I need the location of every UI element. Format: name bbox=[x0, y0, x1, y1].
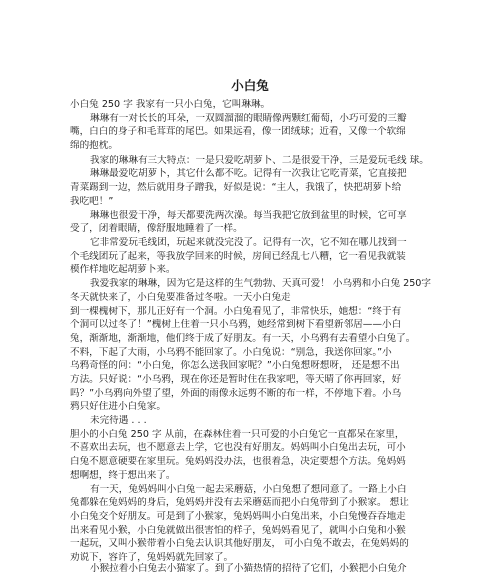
text-line: 小白兔交个好朋友。可是到了小猴家，兔妈妈叫小白兔出来，小白兔慢吞吞地走 bbox=[70, 511, 406, 522]
text-line: 兔都躲在兔妈妈的身后，兔妈妈并没有去采蘑菇而把小白兔带到了小猴家。 想让 bbox=[70, 497, 409, 508]
text-line: 个毛线团玩了起来，等我放学回来的时候，房间已经乱七八糟，它一看见我就装 bbox=[70, 251, 406, 262]
text-line: 琳琳最爱吃胡萝卜，其它什么都不吃。记得有一次我让它吃青菜，它直接把 bbox=[90, 168, 407, 179]
text-line: 我家的琳琳有三大特点：一是只爱吃胡萝卜、二是很爱干净，三是爱玩毛线 球。 bbox=[90, 155, 429, 166]
document-title: 小白兔 bbox=[231, 78, 269, 93]
text-line: 想啊想，终于想出来了。 bbox=[70, 470, 176, 481]
text-line: 一起玩，又叫小猴带着小白兔去认识其他好朋友， 可小白兔不敢去，在兔妈妈的 bbox=[70, 538, 409, 549]
text-line: 方法。只好说：“小乌鸦，现在你还是暂时住在我家吧，等天晴了你再回家，好 bbox=[70, 374, 402, 385]
text-line: 劝说下，容许了，兔妈妈就先回家了。 bbox=[70, 552, 234, 563]
text-line: 它非常爱玩毛线团，玩起来就没完没了。记得有一次，它不知在哪儿找到一 bbox=[90, 237, 407, 248]
text-line: 受了，闭着眼睛，像舒服地睡着了一样。 bbox=[70, 223, 243, 234]
text-line: 乌鸦奇怪的问：“小白兔，你怎么送我回家呢？”小白兔想呀想呀， 还是想不出 bbox=[70, 360, 400, 371]
text-line: 有一天，兔妈妈叫小白兔一起去采蘑菇，小白兔想了想同意了。一路上小白 bbox=[90, 484, 407, 495]
text-line: 模作样地吃起胡萝卜来。 bbox=[70, 264, 176, 275]
text-line: 个洞可以过冬了！”槐树上住着一只小乌鸦，她经常到树下看望新邻居——小白 bbox=[70, 319, 402, 330]
text-line: 青菜踢到一边，然后就用身子蹭我，好似是说：“主人，我饿了，快把胡萝卜给 bbox=[70, 182, 402, 193]
text-line: 兔，渐渐地，渐渐地，他们终于成了好朋友。有一天，小乌鸦有去看望小白兔了。 bbox=[70, 333, 416, 344]
text-line: 到一棵槐树下，那儿正好有一个洞。小白兔看见了，非常快乐，她想：“终于有 bbox=[70, 306, 402, 317]
text-line: 小猴拉着小白兔去小猫家了。到了小猫热情的招待了它们，小猴把小白兔介 bbox=[90, 563, 407, 574]
text-line: 嘴，白白的身子和毛茸茸的尾巴。如果远看，像一团绒球；近看，又像一个软绵 bbox=[70, 126, 406, 137]
text-line: 冬天就快来了，小白兔要准备过冬啦。一天小白兔走 bbox=[70, 292, 291, 303]
text-line: 琳琳也很爱干净，每天都要洗两次澡。每当我把它放到盆里的时候，它可享 bbox=[90, 210, 407, 221]
text-line: 出来看见小猴，小白兔就做出很害怕的样子，兔妈妈看见了，就叫小白兔和小猴 bbox=[70, 525, 406, 536]
text-line: 小白兔 250 字 我家有一只小白兔，它叫琳琳。 bbox=[70, 99, 271, 110]
text-line: 未完待遇 . . . bbox=[90, 415, 147, 426]
text-line: 不喜欢出去玩，也不愿意去上学，它也没有好朋友。妈妈叫小白兔出去玩，可小 bbox=[70, 442, 406, 453]
text-line: 琳琳有一对长长的耳朵，一双圆溜溜的眼睛像两颗红葡萄，小巧可爱的三瓣 bbox=[90, 113, 407, 124]
text-line: 鸦只好住进小白兔家。 bbox=[70, 401, 166, 412]
text-line: 胆小的小白兔 250 字 从前，在森林住着一只可爱的小白兔它一直都呆在家里， bbox=[70, 429, 405, 440]
text-line: 吗？”小乌鸦向外望了望，外面的雨像永远剪不断的布一样，不停地下着。小乌 bbox=[70, 388, 402, 399]
text-line: 我爱我家的琳琳，因为它是这样的生气勃勃、天真可爱！ 小乌鸦和小白兔 250字 bbox=[90, 278, 432, 289]
text-line: 不料，下起了大雨，小乌鸦不能回家了。小白兔说：“别急，我送你回家。”小 bbox=[70, 347, 392, 358]
text-line: 我吃吧！” bbox=[70, 196, 114, 207]
text-line: 绵的抱枕。 bbox=[70, 140, 118, 151]
text-line: 白兔不愿意硬要在家里玩。兔妈妈没办法，也很着急，决定要想个方法。兔妈妈 bbox=[70, 456, 406, 467]
